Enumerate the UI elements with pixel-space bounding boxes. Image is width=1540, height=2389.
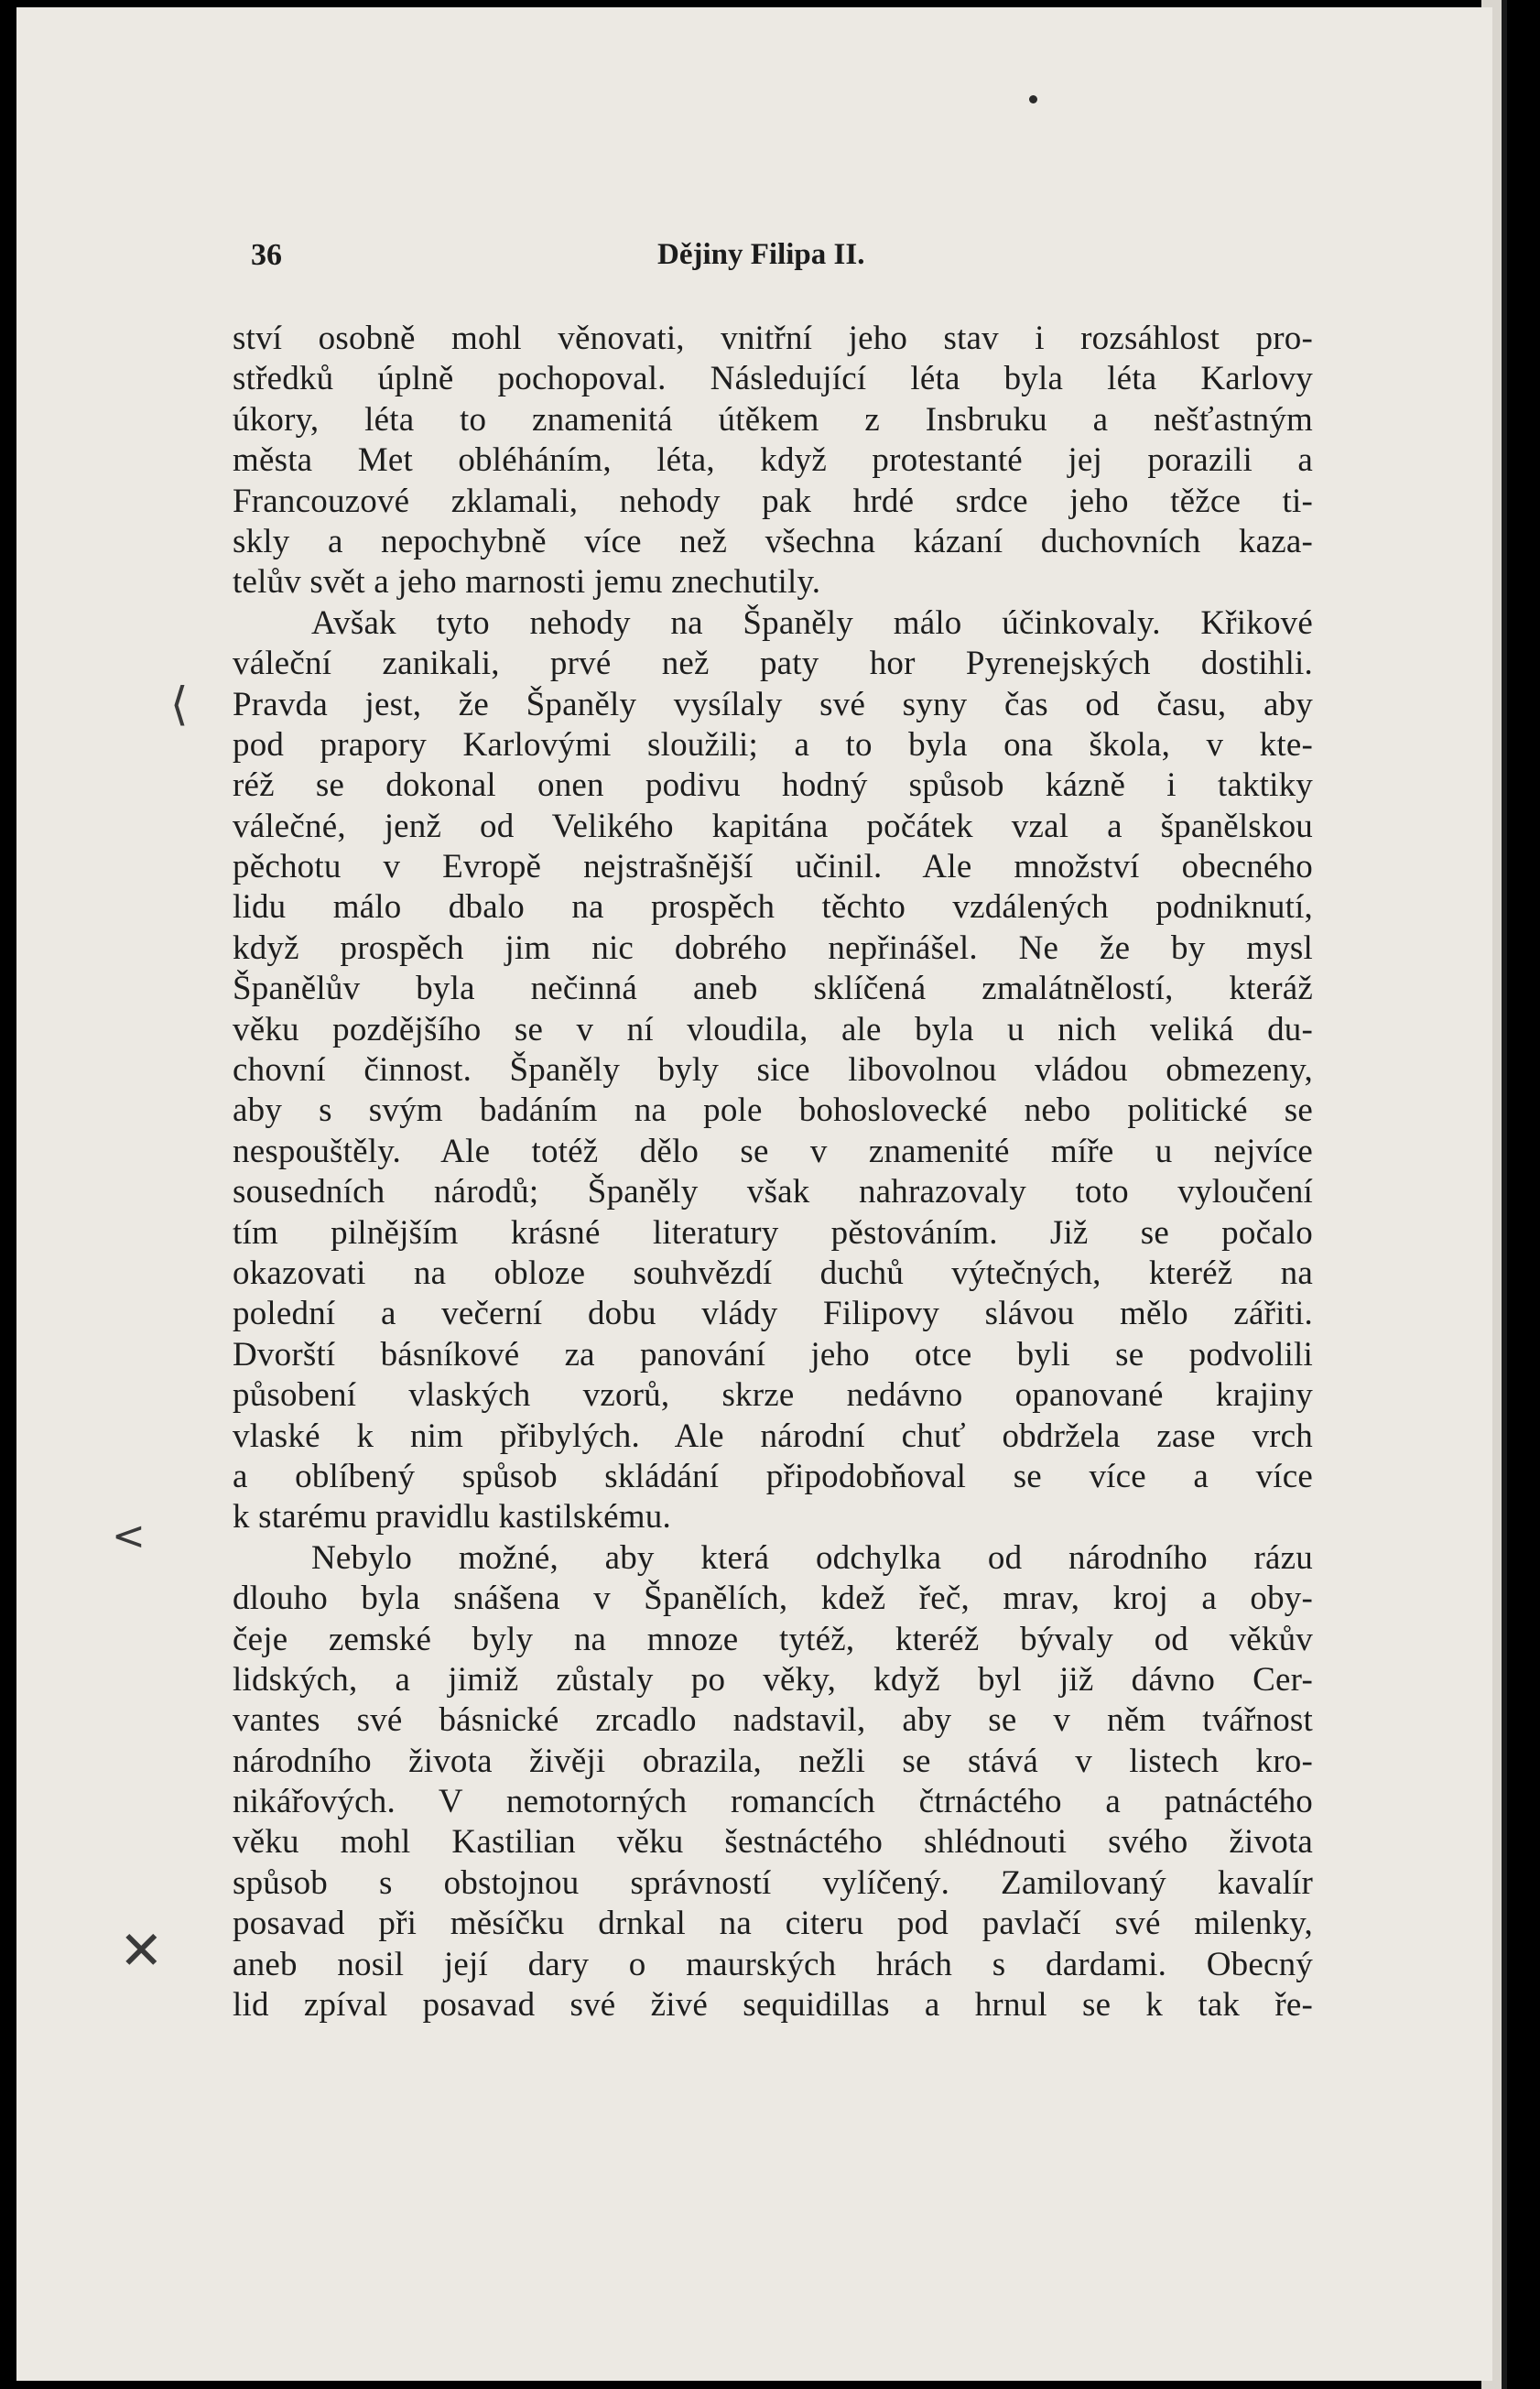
body-text <box>233 319 1313 2025</box>
page-edge-shadow <box>1502 0 1507 2389</box>
text-line: réž se dokonal onen podivu hodný spůsob kázně i taktiky <box>233 766 1313 805</box>
text-line: polední a večerní dobu vlády Filipovy slávou mělo zářiti. <box>233 1295 1313 1333</box>
text-line: působení vlaských vzorů, skrze nedávno opanované krajiny <box>233 1376 1313 1415</box>
text-line: telův svět a jeho marnosti jemu znechutily. <box>233 563 821 602</box>
text-line: nikářových. V nemotorných romancích čtrnáctého a patnáctého <box>233 1783 1313 1821</box>
text-line: když prospěch jim nic dobrého nepřinášel. Ne že by mysl <box>233 928 1313 967</box>
text-line: čeje zemské byly na mnoze tytéž, kteréž bývaly od věkův <box>233 1620 1313 1658</box>
text-line: chovní činnost. Španěly byly sice libovolnou vládou obmezeny, <box>233 1051 1313 1090</box>
margin-pencil-mark: ✕ <box>119 1919 164 1982</box>
text-line: aby s svým badáním na pole bohoslovecké nebo politické se <box>233 1091 1313 1130</box>
text-line: středků úplně pochopoval. Následující léta byla léta Karlovy <box>233 360 1313 398</box>
text-line: spůsob s obstojnou správností vylíčený. Zamilovaný kavalír <box>233 1863 1313 1902</box>
text-line: vlaské k nim přibylých. Ale národní chuť obdržela zase vrch <box>233 1417 1313 1455</box>
text-line: aneb nosil její dary o maurských hrách s dardami. Obecný <box>233 1945 1313 1983</box>
running-head <box>234 234 1318 280</box>
text-line: válečné, jenž od Velikého kapitána počátek vzal a španělskou <box>233 807 1313 845</box>
text-line: ství osobně mohl věnovati, vnitřní jeho stav i rozsáhlost pro- <box>233 320 1313 357</box>
text-line: skly a nepochybně více než všechna kázaní duchovních kaza- <box>233 522 1313 560</box>
text-line: věku pozdějšího se v ní vloudila, ale byla u nich veliká du- <box>233 1010 1313 1048</box>
text-line: Avšak tyto nehody na Španěly málo účinkovaly. Křikové <box>311 603 1313 642</box>
page-number: 36 <box>251 238 282 272</box>
margin-pencil-mark: ⟨ <box>170 678 189 731</box>
text-line: Dvorští básníkové za panování jeho otce byli se podvolili <box>233 1335 1313 1374</box>
text-line: města Met obléháním, léta, když protestanté jej porazili a <box>233 441 1313 480</box>
book-title: Dějiny Filipa II. <box>657 238 865 271</box>
text-line: úkory, léta to znamenitá útěkem z Insbruku a nešťastným <box>233 400 1313 439</box>
text-line: k starému pravidlu kastilskému. <box>233 1498 671 1537</box>
text-line: lidu málo dbalo na prospěch těchto vzdálených podniknutí, <box>233 888 1313 927</box>
text-line: dlouho byla snášena v Španělích, kdež řeč, mrav, kroj a oby- <box>233 1580 1313 1618</box>
text-line: váleční zanikali, prvé než paty hor Pyrenejských dostihli. <box>233 645 1313 683</box>
ink-speck <box>1029 95 1037 103</box>
text-line: Pravda jest, že Španěly vysílaly své syny čas od času, aby <box>233 685 1313 723</box>
text-line: sousedních národů; Španěly však nahrazovaly toto vyloučení <box>233 1173 1313 1211</box>
text-line: posavad při měsíčku drnkal na citeru pod pavlačí své milenky, <box>233 1905 1313 1943</box>
text-line: tím pilnějším krásné literatury pěstováním. Již se počalo <box>233 1213 1313 1252</box>
text-line: pod prapory Karlovými sloužili; a to byla ona škola, v kte- <box>233 725 1313 764</box>
text-line: Španělův byla nečinná aneb sklíčená zmalátnělostí, kteráž <box>233 970 1313 1008</box>
text-line: okazovati na obloze souhvězdí duchů výtečných, kteréž na <box>233 1254 1313 1292</box>
text-line: lid zpíval posavad své živé sequidillas a hrnul se k tak ře- <box>233 1986 1313 2025</box>
text-line: nespouštěly. Ale totéž dělo se v znamenité míře u nejvíce <box>233 1132 1313 1170</box>
book-page <box>16 7 1492 2381</box>
text-line: pěchotu v Evropě nejstrašnější učinil. Ale množství obecného <box>233 848 1313 886</box>
text-line: Francouzové zklamali, nehody pak hrdé srdce jeho těžce ti- <box>233 482 1313 520</box>
text-line: lidských, a jimiž zůstaly po věky, když byl již dávno Cer- <box>233 1660 1313 1699</box>
margin-pencil-mark: < <box>112 1513 146 1559</box>
text-line: věku mohl Kastilian věku šestnáctého shlédnouti svého života <box>233 1823 1313 1862</box>
text-line: národního života živěji obrazila, nežli se stává v listech kro- <box>233 1742 1313 1780</box>
text-line: Nebylo možné, aby která odchylka od národního rázu <box>311 1538 1313 1577</box>
text-line: vantes své básnické zrcadlo nadstavil, aby se v něm tvářnost <box>233 1701 1313 1740</box>
text-line: a oblíbený spůsob skládání připodobňoval se více a více <box>233 1457 1313 1495</box>
